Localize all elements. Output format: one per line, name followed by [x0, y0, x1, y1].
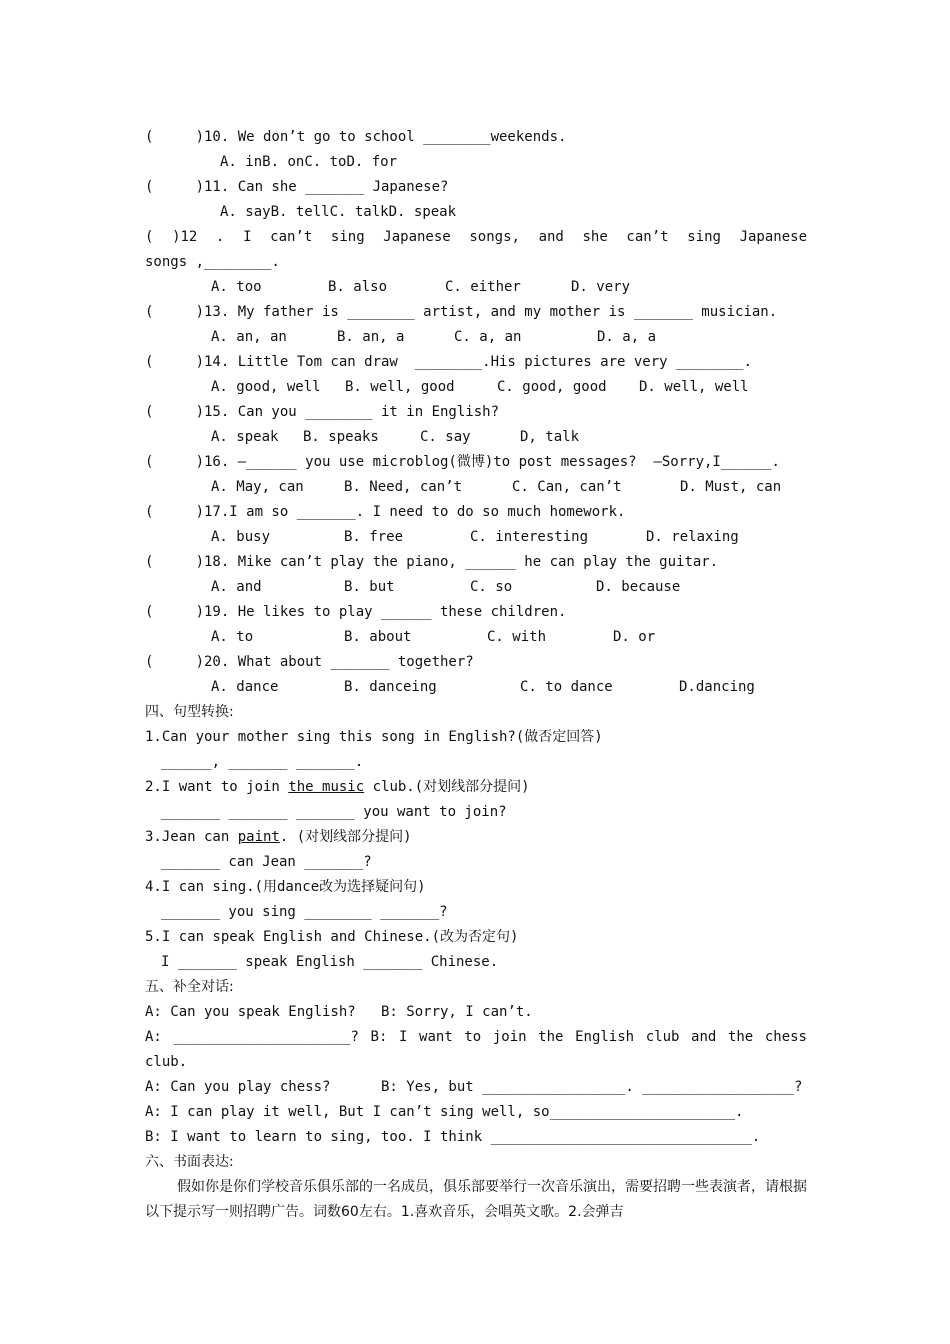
worksheet-page: [145, 125, 807, 1225]
question-17-options: A. busy B. free C. interesting D. relaxing: [211, 529, 739, 545]
underlined-word: paint: [237, 829, 280, 845]
question-11-options: A. sayB. tellC. talkD. speak: [220, 204, 457, 220]
question-18: ( )18. Mike can’t play the piano, ______ he can play the guitar.: [145, 554, 719, 570]
dialogue-line-6: B: I want to learn to sing, too. I think _______________________________.: [145, 1129, 761, 1145]
dialogue-line-3: club.: [145, 1054, 188, 1070]
question-13: ( )13. My father is ________ artist, and my mother is _______ musician.: [145, 304, 778, 320]
question-10-options: A. inB. onC. toD. for: [220, 154, 398, 170]
section-4-title: 四、句型转换:: [145, 704, 234, 720]
question-14-options: A. good, well B. well, good C. good, good D. well, well: [211, 379, 749, 395]
question-12-options: A. too B. also C. either D. very: [211, 279, 631, 295]
question-16-options: A. May, can B. Need, can’t C. Can, can’t D. Must, can: [211, 479, 782, 495]
s4-answer-3: _______ can Jean _______?: [161, 854, 372, 870]
s4-question-2: 2.I want to join the music club.(对划线部分提问): [145, 779, 530, 795]
question-20: ( )20. What about _______ together?: [145, 654, 474, 670]
question-16: ( )16. —______ you use microblog(微博)to post messages? —Sorry,I______.: [145, 454, 780, 470]
dialogue-line-1: A: Can you speak English? B: Sorry, I can’t.: [145, 1004, 533, 1020]
section-5-title: 五、补全对话:: [145, 979, 234, 995]
s4-answer-1: ______, _______ _______.: [161, 754, 364, 770]
s4-question-3: 3.Jean can paint. (对划线部分提问): [145, 829, 412, 845]
dialogue-line-2: A: _____________________? B: I want to join the English club and the chess: [145, 1029, 807, 1045]
question-10: ( )10. We don’t go to school ________weekends.: [145, 129, 567, 145]
s4-answer-2: _______ _______ _______ you want to join?: [161, 804, 507, 820]
question-15-options: A. speak B. speaks C. say D, talk: [211, 429, 580, 445]
s4-answer-4: _______ you sing ________ _______?: [161, 904, 448, 920]
question-13-options: A. an, an B. an, a C. a, an D. a, a: [211, 329, 657, 345]
dialogue-line-5: A: I can play it well, But I can’t sing well, so______________________.: [145, 1104, 744, 1120]
s4-answer-5: I _______ speak English _______ Chinese.: [161, 954, 499, 970]
question-14: ( )14. Little Tom can draw ________.His pictures are very ________.: [145, 354, 752, 370]
section-6-title: 六、书面表达:: [145, 1154, 234, 1170]
question-15: ( )15. Can you ________ it in English?: [145, 404, 500, 420]
question-11: ( )11. Can she _______ Japanese?: [145, 179, 449, 195]
question-17: ( )17.I am so _______. I need to do so much homework.: [145, 504, 626, 520]
dialogue-line-4: A: Can you play chess? B: Yes, but _________________. __________________?: [145, 1079, 803, 1095]
question-20-options: A. dance B. danceing C. to dance D.dancing: [211, 679, 755, 695]
question-19-options: A. to B. about C. with D. or: [211, 629, 656, 645]
question-12-line-2: songs ,________.: [145, 254, 280, 270]
question-18-options: A. and B. but C. so D. because: [211, 579, 681, 595]
s4-question-4: 4.I can sing.(用dance改为选择疑问句): [145, 879, 426, 895]
s4-question-1: 1.Can your mother sing this song in English?(做否定回答): [145, 729, 603, 745]
question-12-line-1: ( )12 . I can’t sing Japanese songs, and she can’t sing Japanese: [145, 229, 807, 245]
writing-prompt: 假如你是你们学校音乐俱乐部的一名成员，俱乐部要举行一次音乐演出，需要招聘一些表演者，请根据以下提示写一则招聘广告。词数60左右。1.喜欢音乐，会唱英文歌。2.会弹吉: [145, 1179, 807, 1220]
underlined-phrase: the music: [288, 779, 365, 795]
s4-question-5: 5.I can speak English and Chinese.(改为否定句): [145, 929, 519, 945]
question-19: ( )19. He likes to play ______ these children.: [145, 604, 567, 620]
